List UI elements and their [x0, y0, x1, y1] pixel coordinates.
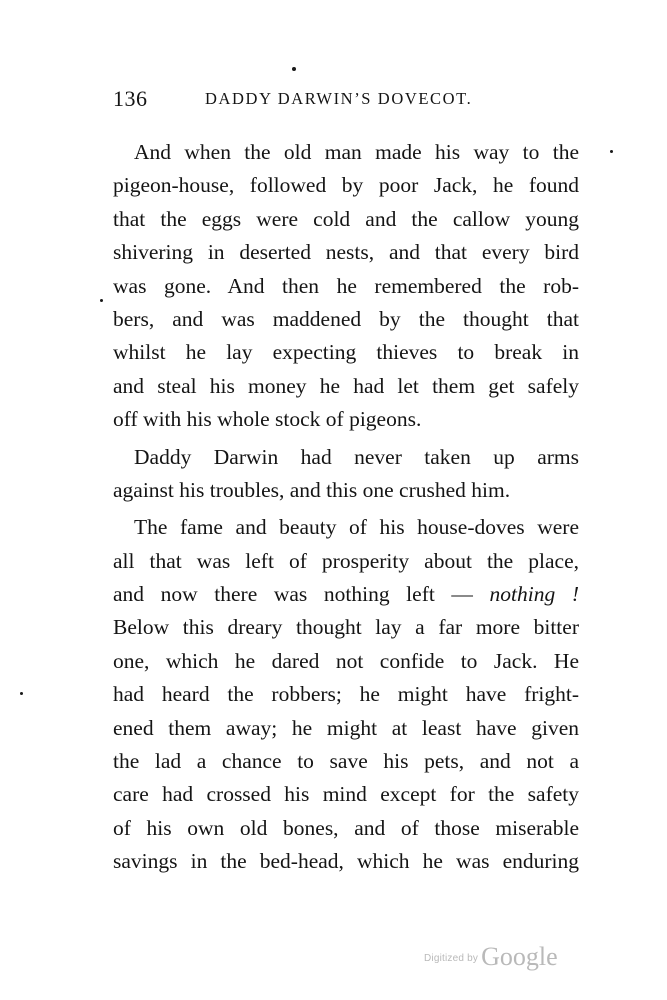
text-line: ened them away; he might at least have given	[113, 715, 579, 740]
digitized-watermark	[424, 942, 558, 972]
print-speck	[292, 67, 296, 71]
text-line: care had crossed his mind except for the safety	[113, 782, 579, 807]
print-speck	[20, 692, 23, 695]
text-line: The fame and beauty of his house-doves were	[134, 515, 579, 540]
text-line: against his troubles, and this one crushed him.	[113, 477, 511, 502]
text-line: one, which he dared not confide to Jack. He	[113, 648, 579, 673]
text-line-with-emphasis	[113, 578, 579, 611]
text-line: all that was left of prosperity about the place,	[113, 548, 579, 573]
text-line: of his own old bones, and of those miserable	[113, 815, 579, 840]
watermark-brand: Google	[481, 942, 558, 971]
text-line: pigeon-house, followed by poor Jack, he found	[113, 173, 579, 198]
text-line: was gone. And then he remembered the rob-	[113, 273, 579, 298]
text-line-lead: and now there was nothing left —	[113, 582, 473, 607]
print-speck	[100, 299, 103, 302]
text-line: savings in the bed-head, which he was enduring	[113, 849, 579, 874]
text-line: shivering in deserted nests, and that every bird	[113, 240, 579, 265]
print-speck	[610, 150, 613, 153]
text-line: And when the old man made his way to the	[134, 140, 579, 164]
text-line: whilst he lay expecting thieves to break in	[113, 340, 579, 365]
text-line: bers, and was maddened by the thought that	[113, 306, 579, 331]
body-text	[113, 136, 579, 879]
text-line: and steal his money he had let them get safely	[113, 373, 579, 398]
running-head	[113, 86, 583, 116]
text-line: Below this dreary thought lay a far more bitter	[113, 615, 579, 640]
page-number: 136	[113, 86, 148, 111]
text-line: off with his whole stock of pigeons.	[113, 407, 422, 432]
watermark-prefix: Digitized by	[424, 953, 479, 964]
running-title: DADDY DARWIN’S DOVECOT.	[205, 89, 473, 108]
text-line: Daddy Darwin had never taken up arms	[134, 444, 579, 469]
emphasis-text: nothing !	[489, 582, 580, 607]
text-line: the lad a chance to save his pets, and not a	[113, 749, 579, 774]
text-line: had heard the robbers; he might have fright-	[113, 682, 579, 707]
text-line: that the eggs were cold and the callow young	[113, 206, 579, 231]
